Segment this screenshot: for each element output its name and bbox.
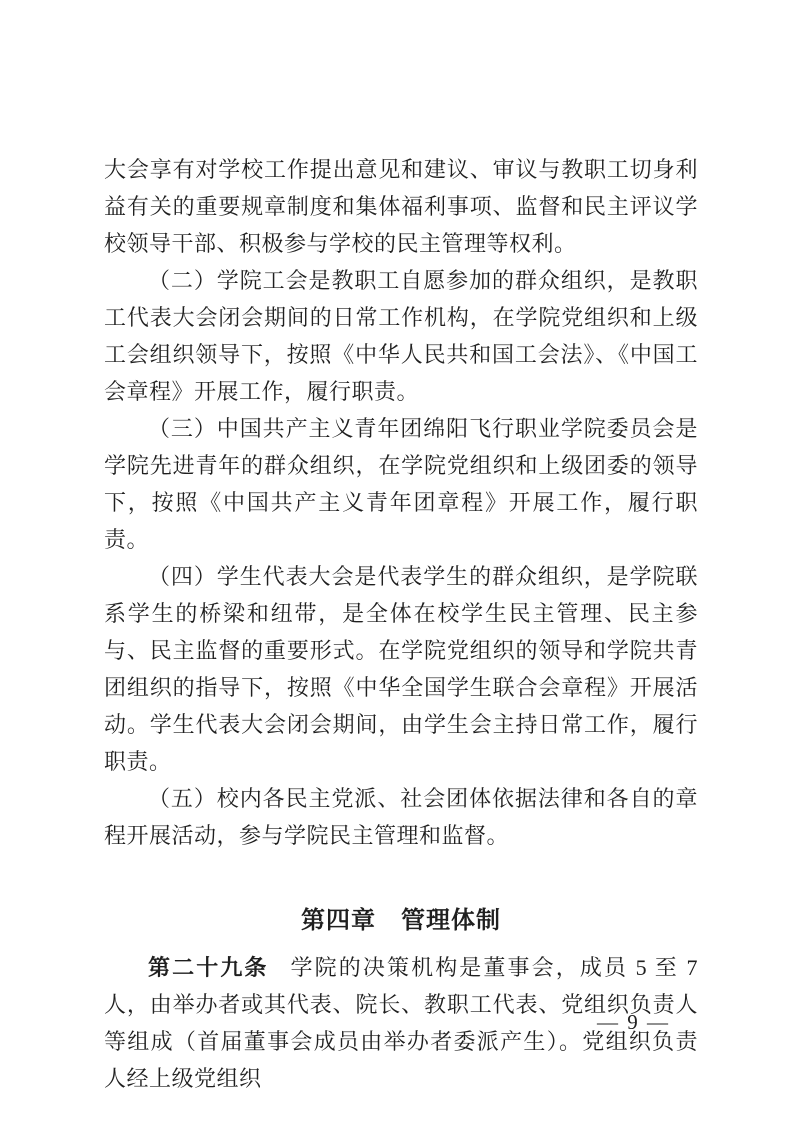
document-body — [104, 151, 698, 1097]
chapter-heading: 第四章 管理体制 — [301, 907, 501, 934]
paragraph-item-2: （二）学院工会是教职工自愿参加的群众组织，是教职工代表大会闭会期间的日常工作机构，在学院党组织和上级工会组织领导下，按照《中华人民共和国工会法》、《中国工会章程》开展工作，履行职责。 — [104, 268, 698, 404]
article-number: 第二十九条 — [148, 955, 269, 980]
paragraph-item-5: （五）校内各民主党派、社会团体依据法律和各自的章程开展活动，参与学院民主管理和监督。 — [104, 786, 698, 848]
paragraph-item-4: （四）学生代表大会是代表学生的群众组织，是学院联系学生的桥梁和纽带，是全体在校学生民主管理、民主参与、民主监督的重要形式。在学院党组织的领导和学院共青团组织的指导下，按照《中华全国学生联合会章程》开展活动。学生代表大会闭会期间，由学生会主持日常工作，履行职责。 — [104, 564, 698, 774]
page-number: — 9 — — [597, 1010, 670, 1034]
paragraph-item-3: （三）中国共产主义青年团绵阳飞行职业学院委员会是学院先进青年的群众组织，在学院党组织和上级团委的领导下，按照《中国共产主义青年团章程》开展工作，履行职责。 — [104, 416, 698, 552]
article-text: 学院的决策机构是董事会，成员 5 至 7 人，由举办者或其代表、院长、教职工代表、党组织负责人等组成（首届董事会成员由举办者委派产生）。党组织负责人经上级党组织 — [104, 955, 698, 1091]
paragraph-continuation: 大会享有对学校工作提出意见和建议、审议与教职工切身利益有关的重要规章制度和集体福利事项、监督和民主评议学校领导干部、积极参与学校的民主管理等权利。 — [104, 157, 698, 256]
